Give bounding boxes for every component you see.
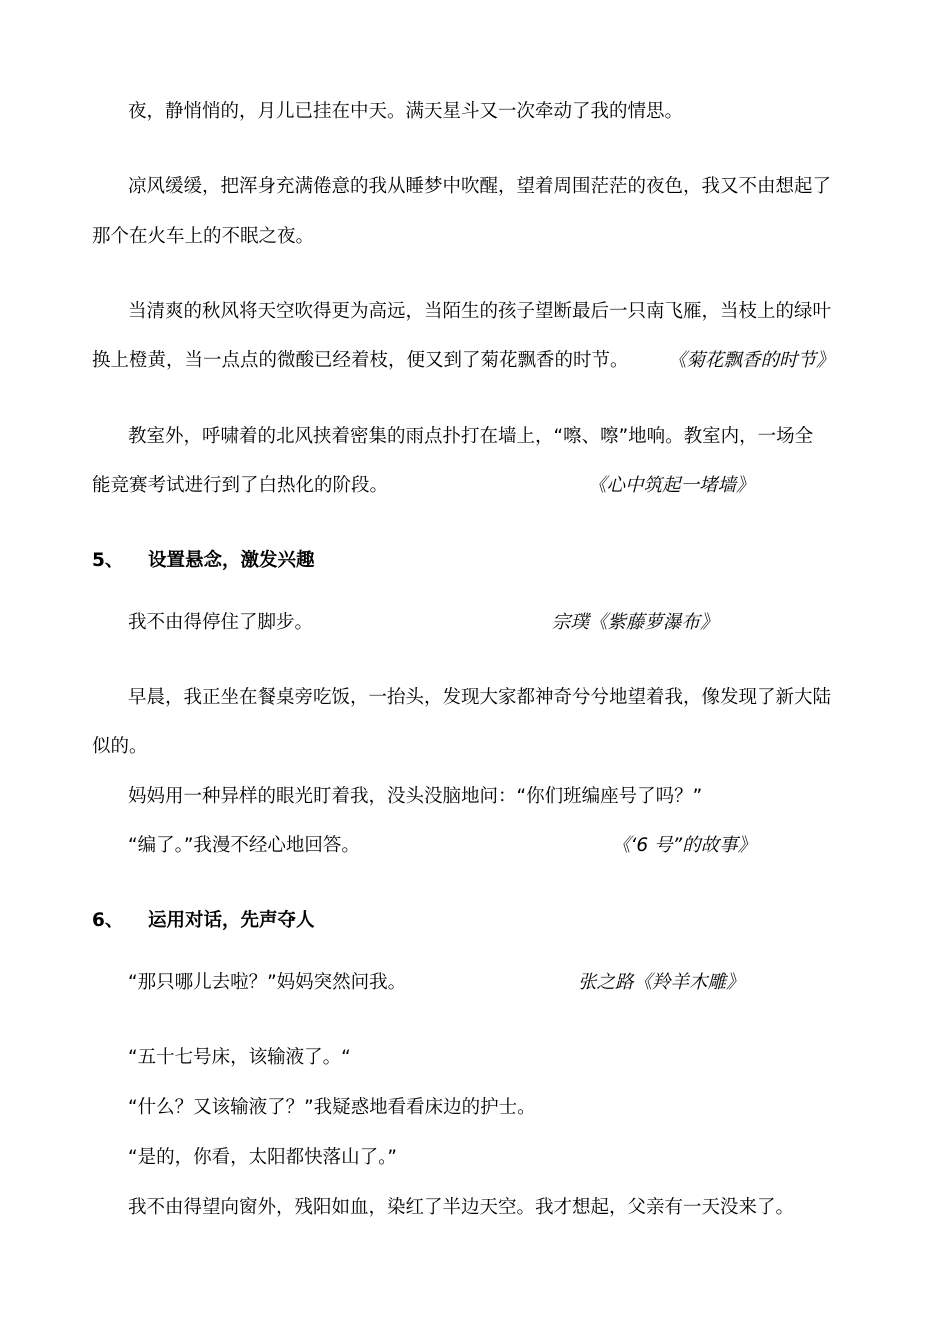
- paragraph-3-line-2: 换上橙黄，当一点点的微酸已经着枝，便又到了菊花飘香的时节。: [92, 350, 629, 371]
- paragraph-4-line-2: 能竞赛考试进行到了白热化的阶段。: [92, 475, 389, 496]
- section-5-example-2-line-4: “编了。”我漫不经心地回答。: [128, 835, 360, 856]
- section-5-title: 设置悬念，激发兴趣: [148, 550, 315, 571]
- paragraph-4-source: 《心中筑起一堵墙》: [588, 475, 755, 496]
- section-5-example-1: 我不由得停住了脚步。: [128, 612, 314, 633]
- section-5-example-2-line-2: 似的。: [92, 736, 148, 757]
- section-6-example-2-line-4: 我不由得望向窗外，残阳如血，染红了半边天空。我才想起，父亲有一天没来了。: [128, 1197, 795, 1218]
- section-6-number: 6、: [92, 910, 124, 931]
- section-6-example-2-line-2: “什么？又该输液了？”我疑惑地看看床边的护士。: [128, 1097, 536, 1118]
- paragraph-2-line-2: 那个在火车上的不眠之夜。: [92, 226, 315, 247]
- section-5-example-2-source: 《‘6 号”的故事》: [612, 835, 757, 856]
- section-5-example-1-source: 宗璞《紫藤萝瀑布》: [552, 612, 719, 633]
- section-6-heading: [92, 909, 315, 933]
- section-5-number: 5、: [92, 550, 124, 571]
- section-6-title: 运用对话，先声夺人: [148, 910, 315, 931]
- paragraph-3-line-1: 当清爽的秋风将天空吹得更为高远，当陌生的孩子望断最后一只南飞雁，当枝上的绿叶: [128, 301, 832, 322]
- paragraph-4-line-1: 教室外，呼啸着的北风挟着密集的雨点扑打在墙上，“嚓、嚓”地响。教室内，一场全: [128, 426, 814, 447]
- section-5-example-2-line-1: 早晨，我正坐在餐桌旁吃饭，一抬头，发现大家都神奇兮兮地望着我，像发现了新大陆: [128, 687, 832, 708]
- paragraph-3-source: 《菊花飘香的时节》: [668, 350, 835, 371]
- section-6-example-1: “那只哪儿去啦？”妈妈突然问我。: [128, 972, 407, 993]
- section-6-example-1-source: 张之路《羚羊木雕》: [578, 972, 745, 993]
- paragraph-2-line-1: 凉风缓缓，把浑身充满倦意的我从睡梦中吹醒，望着周围茫茫的夜色，我又不由想起了: [128, 176, 832, 197]
- section-5-heading: [92, 549, 315, 573]
- paragraph-1: 夜，静悄悄的，月儿已挂在中天。满天星斗又一次牵动了我的情思。: [128, 101, 684, 122]
- section-6-example-2-line-1: “五十七号床，该输液了。“: [128, 1047, 351, 1068]
- section-6-example-2-line-3: “是的，你看，太阳都快落山了。”: [128, 1147, 397, 1168]
- section-5-example-2-line-3: 妈妈用一种异样的眼光盯着我，没头没脑地问：“你们班编座号了吗？”: [128, 786, 703, 807]
